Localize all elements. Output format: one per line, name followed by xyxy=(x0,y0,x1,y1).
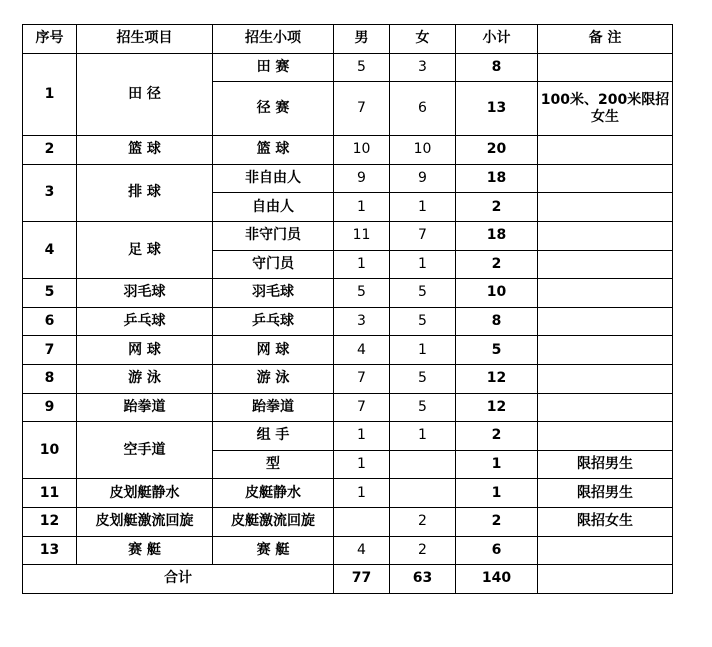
row-item: 守门员 xyxy=(213,250,334,279)
row-male: 10 xyxy=(334,136,390,165)
row-note xyxy=(538,53,673,82)
row-female: 2 xyxy=(390,536,456,565)
row-note xyxy=(538,193,673,222)
row-project: 排 球 xyxy=(77,164,213,221)
row-female: 1 xyxy=(390,193,456,222)
row-project: 羽毛球 xyxy=(77,279,213,308)
total-row xyxy=(23,565,673,594)
table-row xyxy=(23,536,673,565)
row-note: 限招男生 xyxy=(538,450,673,479)
row-female: 10 xyxy=(390,136,456,165)
row-female: 1 xyxy=(390,250,456,279)
row-female: 6 xyxy=(390,82,456,136)
row-project: 篮 球 xyxy=(77,136,213,165)
row-no: 7 xyxy=(23,336,77,365)
row-project: 皮划艇激流回旋 xyxy=(77,507,213,536)
row-male: 1 xyxy=(334,193,390,222)
row-no: 12 xyxy=(23,507,77,536)
row-female: 1 xyxy=(390,422,456,451)
row-note: 限招女生 xyxy=(538,507,673,536)
header-subtotal: 小计 xyxy=(456,25,538,54)
row-item: 皮艇静水 xyxy=(213,479,334,508)
row-note xyxy=(538,250,673,279)
row-subtotal: 10 xyxy=(456,279,538,308)
row-no: 1 xyxy=(23,53,77,136)
row-note: 限招男生 xyxy=(538,479,673,508)
row-note xyxy=(538,221,673,250)
row-note xyxy=(538,422,673,451)
row-item: 网 球 xyxy=(213,336,334,365)
row-item: 非自由人 xyxy=(213,164,334,193)
row-no: 4 xyxy=(23,221,77,278)
row-female xyxy=(390,450,456,479)
row-subtotal: 12 xyxy=(456,364,538,393)
row-project: 赛 艇 xyxy=(77,536,213,565)
row-male: 9 xyxy=(334,164,390,193)
row-female: 1 xyxy=(390,336,456,365)
row-note xyxy=(538,279,673,308)
table-row xyxy=(23,422,673,451)
row-project: 游 泳 xyxy=(77,364,213,393)
row-male xyxy=(334,507,390,536)
table-row xyxy=(23,164,673,193)
row-subtotal: 8 xyxy=(456,53,538,82)
row-note xyxy=(538,307,673,336)
recruitment-table xyxy=(22,24,673,594)
header-project: 招生项目 xyxy=(77,25,213,54)
total-label: 合计 xyxy=(23,565,334,594)
row-item: 非守门员 xyxy=(213,221,334,250)
row-subtotal: 2 xyxy=(456,507,538,536)
row-item: 游 泳 xyxy=(213,364,334,393)
table-row xyxy=(23,136,673,165)
table-row xyxy=(23,307,673,336)
row-item: 跆拳道 xyxy=(213,393,334,422)
table-body xyxy=(23,25,673,594)
total-female: 63 xyxy=(390,565,456,594)
row-male: 1 xyxy=(334,422,390,451)
row-subtotal: 8 xyxy=(456,307,538,336)
row-female: 5 xyxy=(390,307,456,336)
table-row xyxy=(23,393,673,422)
header-note: 备 注 xyxy=(538,25,673,54)
row-male: 7 xyxy=(334,364,390,393)
row-female: 9 xyxy=(390,164,456,193)
row-item: 赛 艇 xyxy=(213,536,334,565)
row-note xyxy=(538,164,673,193)
row-subtotal: 1 xyxy=(456,450,538,479)
row-item: 径 赛 xyxy=(213,82,334,136)
row-male: 5 xyxy=(334,279,390,308)
row-item: 羽毛球 xyxy=(213,279,334,308)
header-male: 男 xyxy=(334,25,390,54)
row-no: 3 xyxy=(23,164,77,221)
row-female: 5 xyxy=(390,279,456,308)
row-subtotal: 5 xyxy=(456,336,538,365)
row-no: 8 xyxy=(23,364,77,393)
row-project: 乒乓球 xyxy=(77,307,213,336)
row-male: 5 xyxy=(334,53,390,82)
row-note xyxy=(538,536,673,565)
row-female: 7 xyxy=(390,221,456,250)
header-no: 序号 xyxy=(23,25,77,54)
row-subtotal: 2 xyxy=(456,193,538,222)
row-female xyxy=(390,479,456,508)
row-no: 13 xyxy=(23,536,77,565)
table-row xyxy=(23,479,673,508)
row-female: 5 xyxy=(390,393,456,422)
row-project: 空手道 xyxy=(77,422,213,479)
row-no: 2 xyxy=(23,136,77,165)
row-subtotal: 20 xyxy=(456,136,538,165)
row-male: 1 xyxy=(334,250,390,279)
row-item: 乒乓球 xyxy=(213,307,334,336)
table-row xyxy=(23,364,673,393)
total-subtotal: 140 xyxy=(456,565,538,594)
row-male: 4 xyxy=(334,536,390,565)
row-project: 网 球 xyxy=(77,336,213,365)
row-no: 5 xyxy=(23,279,77,308)
row-subtotal: 2 xyxy=(456,422,538,451)
header-female: 女 xyxy=(390,25,456,54)
row-male: 7 xyxy=(334,393,390,422)
table-row xyxy=(23,336,673,365)
row-project: 皮划艇静水 xyxy=(77,479,213,508)
row-no: 9 xyxy=(23,393,77,422)
row-item: 自由人 xyxy=(213,193,334,222)
row-note xyxy=(538,393,673,422)
total-note xyxy=(538,565,673,594)
row-female: 2 xyxy=(390,507,456,536)
row-subtotal: 13 xyxy=(456,82,538,136)
row-subtotal: 18 xyxy=(456,221,538,250)
total-male: 77 xyxy=(334,565,390,594)
row-item: 篮 球 xyxy=(213,136,334,165)
row-female: 3 xyxy=(390,53,456,82)
table-row xyxy=(23,279,673,308)
row-item: 田 赛 xyxy=(213,53,334,82)
row-subtotal: 2 xyxy=(456,250,538,279)
row-project: 足 球 xyxy=(77,221,213,278)
row-note: 100米、200米限招女生 xyxy=(538,82,673,136)
row-male: 4 xyxy=(334,336,390,365)
row-no: 11 xyxy=(23,479,77,508)
row-male: 1 xyxy=(334,450,390,479)
row-subtotal: 12 xyxy=(456,393,538,422)
row-item: 组 手 xyxy=(213,422,334,451)
row-no: 10 xyxy=(23,422,77,479)
table-row xyxy=(23,53,673,82)
row-male: 1 xyxy=(334,479,390,508)
row-item: 皮艇激流回旋 xyxy=(213,507,334,536)
row-note xyxy=(538,364,673,393)
row-project: 田 径 xyxy=(77,53,213,136)
row-no: 6 xyxy=(23,307,77,336)
table-row xyxy=(23,507,673,536)
row-subtotal: 6 xyxy=(456,536,538,565)
row-item: 型 xyxy=(213,450,334,479)
row-male: 7 xyxy=(334,82,390,136)
row-male: 3 xyxy=(334,307,390,336)
row-male: 11 xyxy=(334,221,390,250)
row-note xyxy=(538,336,673,365)
table-row xyxy=(23,221,673,250)
row-subtotal: 18 xyxy=(456,164,538,193)
header-row xyxy=(23,25,673,54)
header-item: 招生小项 xyxy=(213,25,334,54)
row-project: 跆拳道 xyxy=(77,393,213,422)
row-female: 5 xyxy=(390,364,456,393)
row-note xyxy=(538,136,673,165)
row-subtotal: 1 xyxy=(456,479,538,508)
